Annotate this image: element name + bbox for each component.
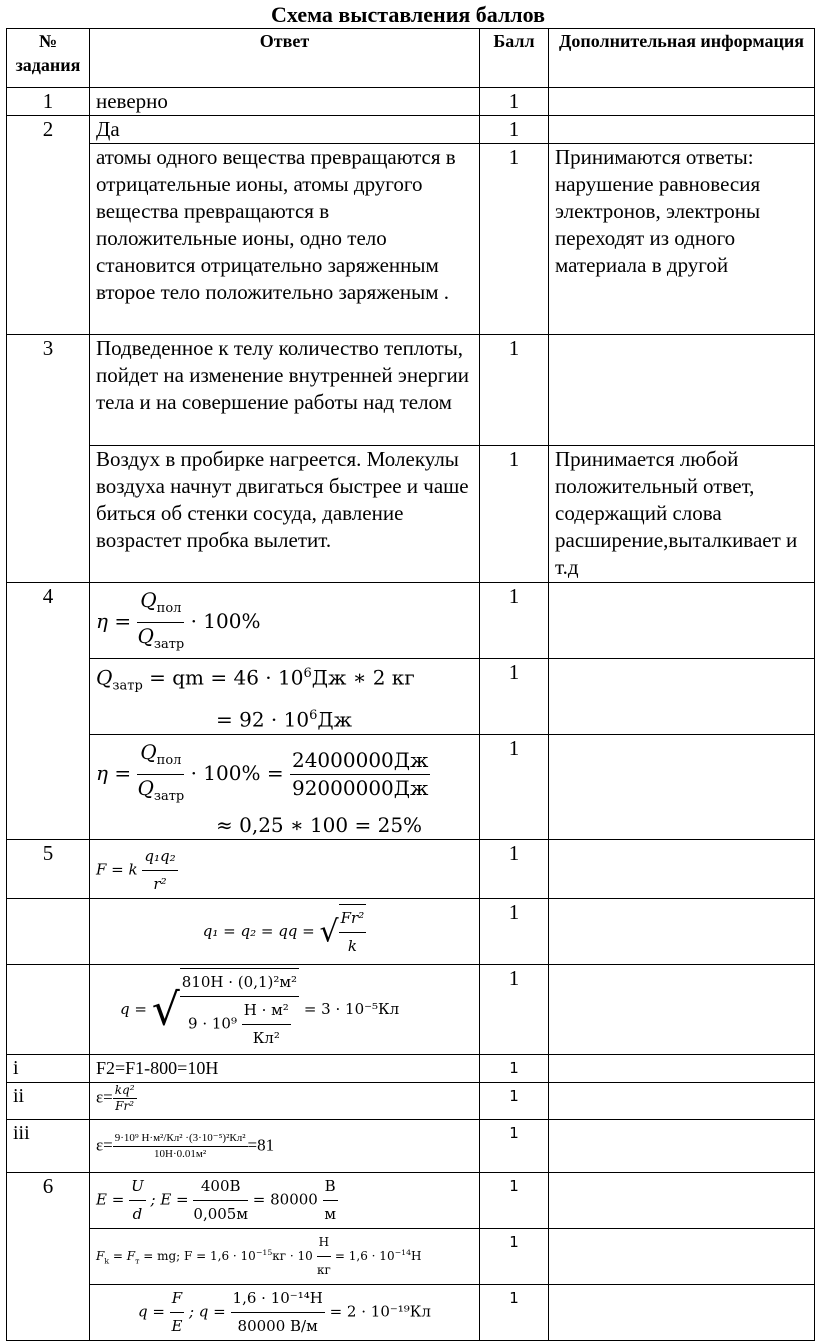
fraction — [339, 904, 367, 960]
table-row — [7, 1120, 815, 1173]
formula-text: Q — [96, 665, 113, 690]
info-cell — [549, 335, 815, 446]
score-cell: 1 — [480, 144, 549, 335]
score-cell: 1 — [480, 1229, 549, 1285]
task-number: ii — [7, 1083, 90, 1120]
task-number: i — [7, 1055, 90, 1083]
scoring-table — [6, 28, 815, 1341]
fraction — [113, 1131, 248, 1162]
formula-text: q = — [120, 999, 147, 1018]
formula-text: В — [323, 1173, 338, 1201]
formula-text: 10Н·0.01м² — [154, 1147, 207, 1160]
table-header-row — [7, 29, 815, 88]
table-row — [7, 116, 815, 144]
formula-text: F = k — [96, 860, 138, 879]
formula-text: 6 — [303, 666, 312, 681]
formula-text: ≈ 0,25 ∗ 100 = 25% — [216, 813, 423, 838]
fraction — [142, 843, 177, 898]
formula-text: kq² — [114, 1083, 135, 1098]
formula-text: Q — [140, 588, 157, 612]
formula-text: = 2 · 10⁻¹⁹Кл — [329, 1302, 431, 1321]
info-cell — [549, 1083, 815, 1120]
answer-formula — [90, 583, 480, 659]
table-row — [7, 144, 815, 335]
formula-text: k — [104, 1256, 110, 1266]
task-number: 1 — [7, 88, 90, 116]
formula-text: 0,005м — [193, 1205, 249, 1224]
formula-text: Кл² — [252, 1028, 280, 1047]
score-cell: 1 — [480, 88, 549, 116]
formula-text: η = — [96, 609, 132, 633]
formula-text: = qm = 46 · 10 — [142, 665, 304, 690]
table-row — [7, 1285, 815, 1341]
fraction — [137, 739, 184, 810]
formula-text: Дж — [317, 707, 353, 732]
fraction — [170, 1285, 184, 1340]
task-number: 3 — [7, 335, 90, 583]
answer-cell: Воздух в пробирке нагреется. Молекулы воздуха начнут двигаться быстрее и чаше биться об стенки сосуда, давление возрастет пробка вылетит. — [90, 446, 480, 583]
formula-text: = F — [109, 1249, 136, 1264]
table-row — [7, 88, 815, 116]
formula-text: Н · м² — [242, 997, 291, 1025]
score-cell: 1 — [480, 1083, 549, 1120]
formula-text: E — [171, 1317, 183, 1336]
formula-text: затр — [153, 637, 185, 652]
score-cell: 1 — [480, 446, 549, 583]
formula-text: Fr² — [115, 1099, 135, 1114]
formula-text: U — [131, 1177, 144, 1196]
formula-text: 1,6 · 10⁻¹⁴Н — [231, 1285, 325, 1313]
answer-formula — [90, 1173, 480, 1229]
formula-text: −15 — [255, 1248, 273, 1258]
formula-text: пол — [156, 753, 182, 769]
formula-text: Дж ∗ 2 кг — [311, 665, 415, 690]
score-cell: 1 — [480, 116, 549, 144]
score-cell: 1 — [480, 1173, 549, 1229]
formula-text: · 100% — [190, 609, 261, 633]
formula-text: = mg; F = 1,6 · 10 — [139, 1249, 256, 1264]
answer-formula — [90, 1120, 480, 1173]
formula-text: пол — [156, 601, 182, 616]
formula-text: кг · 10 — [272, 1249, 313, 1264]
formula-text: ; E = — [150, 1190, 189, 1209]
formula-text: d — [132, 1205, 143, 1224]
formula-text: E = — [96, 1190, 125, 1209]
score-cell: 1 — [480, 1055, 549, 1083]
formula-text: затр — [112, 678, 143, 694]
header-answer: Ответ — [90, 29, 480, 88]
fraction — [290, 747, 430, 802]
formula-text: 9 · 10⁹ — [188, 1014, 237, 1033]
fraction — [323, 1173, 338, 1228]
formula-text: F — [96, 1249, 105, 1264]
fraction — [242, 997, 291, 1052]
task-number: 6 — [7, 1173, 90, 1341]
formula-text: · 100% = — [190, 761, 284, 786]
task-number: 5 — [7, 840, 90, 899]
formula-text: = 92 · 10 — [216, 707, 310, 732]
answer-cell: атомы одного вещества превращаются в отрицательные ионы, атомы другого вещества превращаются в положительные ионы, одно тело становится отрицательно заряженным второе тело положительно заряженым . — [90, 144, 480, 335]
table-row — [7, 840, 815, 899]
score-cell: 1 — [480, 659, 549, 735]
sqrt-sign: √ — [151, 984, 180, 1036]
fraction — [193, 1173, 248, 1228]
answer-formula — [90, 659, 480, 735]
formula-text: ε= — [96, 1087, 113, 1107]
formula-text: −14 — [394, 1248, 412, 1258]
formula-text: 9·10⁹ Н·м²/Кл² ·(3·10⁻⁵)²Кл² — [113, 1131, 248, 1147]
formula-text: 810Н · (0,1)²м² — [180, 969, 299, 997]
formula-text: м — [324, 1205, 336, 1224]
answer-formula — [90, 735, 480, 840]
formula-text: 92000000Дж — [291, 776, 429, 801]
info-cell — [549, 583, 815, 659]
formula-text: =81 — [247, 1135, 275, 1155]
answer-formula — [90, 1285, 480, 1341]
formula-text: = 3 · 10⁻⁵Кл — [303, 999, 400, 1018]
info-cell: Принимается любой положительный ответ, содержащий слова расширение,выталкивает и т.д — [549, 446, 815, 583]
formula-text: q₁ = q₂ = qq = — [202, 921, 315, 940]
header-info: Дополнительная информация — [549, 29, 815, 88]
info-cell — [549, 1055, 815, 1083]
table-row — [7, 446, 815, 583]
info-cell — [549, 1120, 815, 1173]
formula-text: q = — [138, 1302, 165, 1321]
table-row — [7, 1173, 815, 1229]
score-cell: 1 — [480, 840, 549, 899]
table-row — [7, 1055, 815, 1083]
formula-text: 6 — [309, 707, 318, 723]
table-row — [7, 1229, 815, 1285]
info-cell — [549, 899, 815, 965]
info-cell — [549, 88, 815, 116]
formula-text: 24000000Дж — [290, 747, 430, 775]
formula-text: т — [135, 1256, 140, 1266]
score-cell: 1 — [480, 335, 549, 446]
formula-text: кг — [316, 1263, 331, 1278]
formula-text: Q — [137, 776, 154, 801]
score-cell: 1 — [480, 583, 549, 659]
formula-text: 80000 В/м — [237, 1317, 318, 1336]
formula-text: ε= — [96, 1135, 113, 1155]
answer-cell: Подведенное к телу количество теплоты, пойдет на изменение внутренней энергии тела и на совершение работы над телом — [90, 335, 480, 446]
score-cell: 1 — [480, 899, 549, 965]
fraction — [113, 1083, 137, 1114]
formula-text: Н — [411, 1249, 422, 1264]
score-cell: 1 — [480, 1285, 549, 1341]
formula-text: Q — [137, 624, 154, 648]
answer-cell: Да — [90, 116, 480, 144]
info-cell — [549, 1173, 815, 1229]
fraction — [317, 1229, 331, 1284]
formula-text: r² — [153, 875, 167, 894]
info-cell: Принимаются ответы: нарушение равновесия электронов, электроны переходят из одного материала в другой — [549, 144, 815, 335]
info-cell — [549, 965, 815, 1055]
answer-cell: неверно — [90, 88, 480, 116]
fraction — [180, 968, 299, 1052]
table-row — [7, 583, 815, 659]
score-cell: 1 — [480, 735, 549, 840]
answer-formula — [90, 899, 480, 965]
task-number: iii — [7, 1120, 90, 1173]
info-cell — [549, 1285, 815, 1341]
formula-text: η = — [96, 761, 132, 786]
formula-text: ; q = — [188, 1302, 226, 1321]
fraction — [231, 1285, 325, 1340]
fraction — [137, 587, 184, 658]
answer-formula — [90, 1083, 480, 1120]
table-row — [7, 899, 815, 965]
formula-text: F — [171, 1289, 183, 1308]
formula-text: Q — [140, 740, 157, 765]
table-row — [7, 1083, 815, 1120]
formula-text: Н — [317, 1229, 331, 1257]
info-cell — [549, 1229, 815, 1285]
formula-text: q₁q₂ — [144, 847, 176, 866]
formula-text: = 1,6 · 10 — [331, 1249, 395, 1264]
table-row — [7, 965, 815, 1055]
task-number — [7, 965, 90, 1055]
formula-text: Fr² — [340, 908, 365, 927]
header-score: Балл — [480, 29, 549, 88]
score-cell: 1 — [480, 965, 549, 1055]
info-cell — [549, 116, 815, 144]
answer-formula — [90, 1229, 480, 1285]
table-row — [7, 659, 815, 735]
formula-text: затр — [153, 789, 185, 805]
score-cell: 1 — [480, 1120, 549, 1173]
formula-text: 400В — [193, 1173, 248, 1201]
task-number: 4 — [7, 583, 90, 840]
info-cell — [549, 735, 815, 840]
table-row — [7, 735, 815, 840]
task-number — [7, 899, 90, 965]
table-row — [7, 335, 815, 446]
sqrt-sign: √ — [319, 914, 339, 950]
answer-formula — [90, 840, 480, 899]
answer-formula — [90, 965, 480, 1055]
fraction — [129, 1173, 146, 1228]
info-cell — [549, 840, 815, 899]
info-cell — [549, 659, 815, 735]
formula-text: = 80000 — [252, 1190, 318, 1209]
formula-text: k — [347, 936, 357, 955]
page-title: Схема выставления баллов — [270, 2, 545, 27]
task-number: 2 — [7, 116, 90, 335]
header-num: № задания — [7, 29, 90, 88]
answer-cell: F2=F1-800=10Н — [90, 1055, 480, 1083]
